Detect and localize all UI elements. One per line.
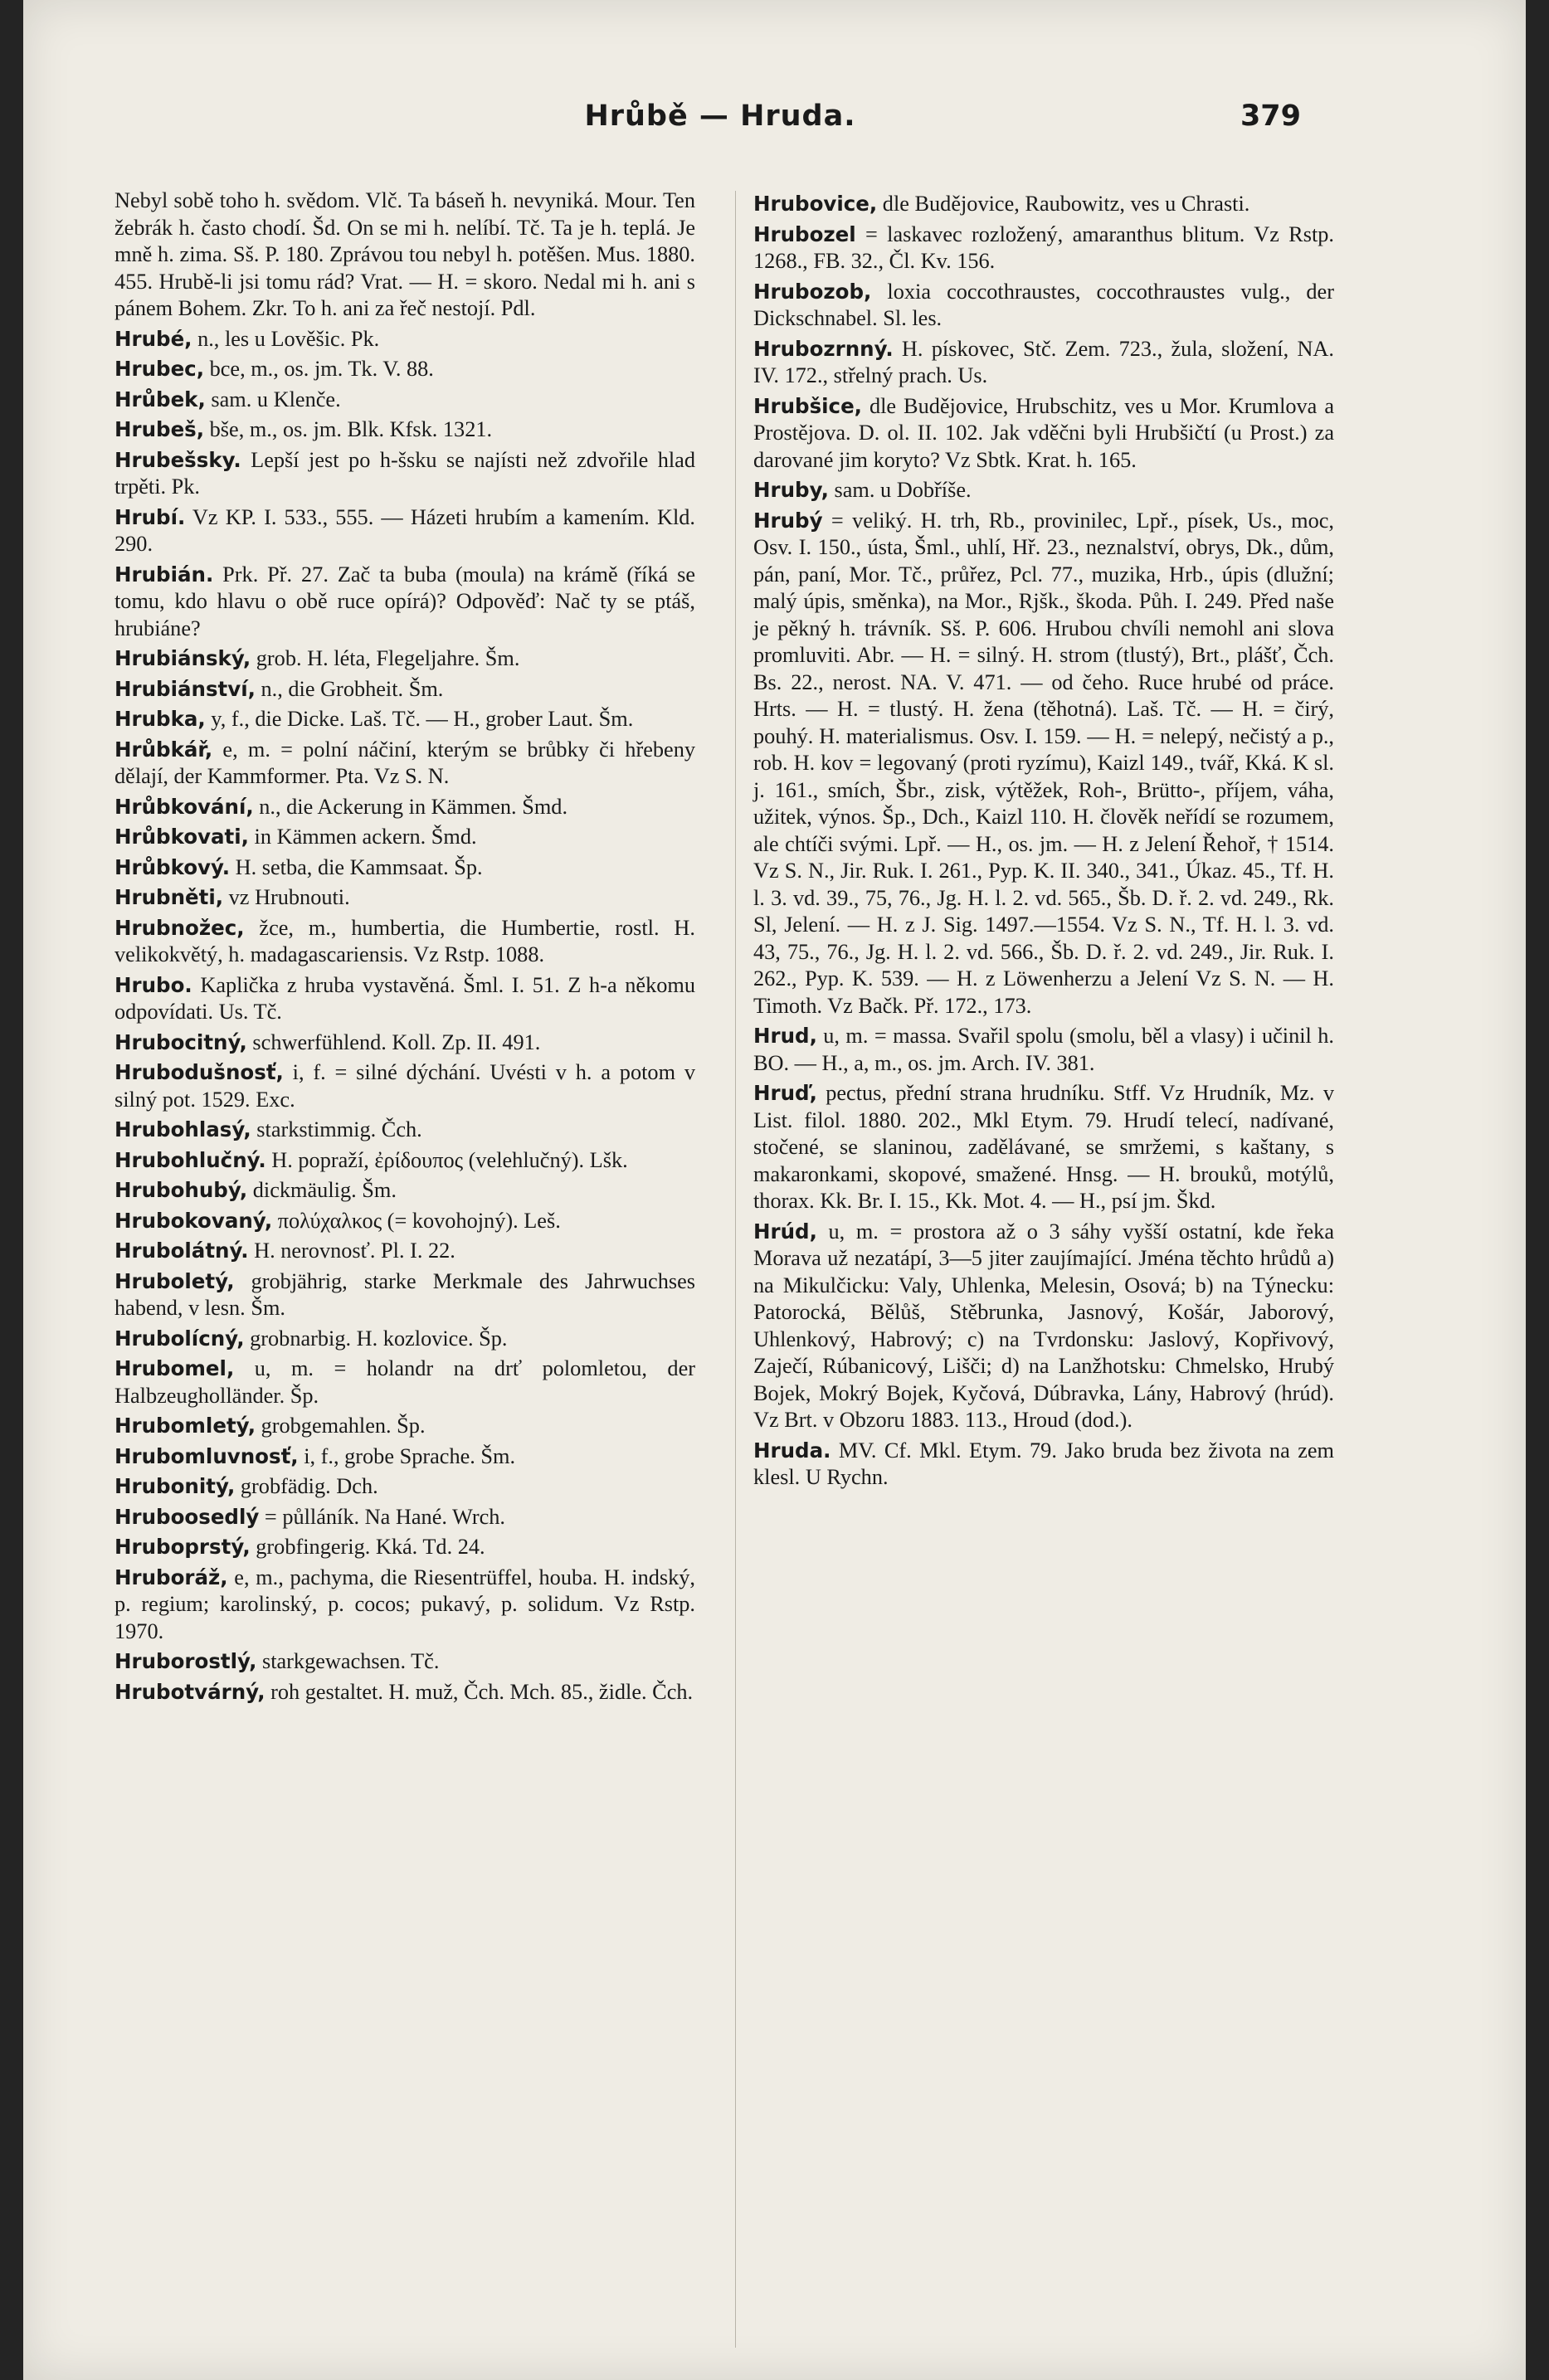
dictionary-entry: [114, 187, 695, 323]
entry-definition: e, m. = polní náčiní, kterým se brůbky či hřebeny dělají, der Kammformer. Pta. Vz S. N.: [114, 737, 695, 788]
dictionary-entry: [114, 706, 695, 733]
entry-definition: u, m. = prostora až o 3 sáhy vyšší ostatní, kde řeka Morava už nezatápí, 3—5 jiter zaujímající. Jména těchto hrůdů a) na Mikulčicku: Valy, Uhlenka, Melesin, Osová; b) na Týnecku: Patorocká, Bělůš, Stěbrunka, Jasnový, Košár, Jaborový, Uhlenkový, Habrový; c) na Tvrdonsku: Jaslový, Kopřivový, Zaječí, Rúbanicový, Lišči; d) na Lanžhotsku: Chmelsko, Hrubý Bojek, Mokrý Bojek, Kyčová, Dúbravka, Lány, Habrový (hrúd). Vz Brt. v Obzoru 1883. 113., Hroud (dod.).: [753, 1219, 1334, 1432]
entry-headword: Hrubonitý,: [114, 1474, 236, 1498]
entry-headword: Hrubozrnný.: [753, 336, 894, 361]
entry-headword: Hruboletý,: [114, 1268, 235, 1293]
entry-headword: Hrubnožec,: [114, 915, 245, 940]
dictionary-entry: [114, 1177, 695, 1205]
dictionary-entry: [753, 1219, 1334, 1434]
entry-headword: Hrůbkář,: [114, 737, 213, 762]
dictionary-entry: [114, 1504, 695, 1531]
dictionary-entry: [114, 1059, 695, 1113]
entry-definition: H. popraží, ἐρίδουπος (velehlučný). Lšk.: [265, 1147, 628, 1172]
entry-headword: Hrubiánský,: [114, 646, 251, 670]
dictionary-page: [23, 0, 1526, 2380]
entry-definition: Nebyl sobě toho h. svědom. Vlč. Ta báseň h. nevyniká. Mour. Ten žebrák h. často chodí. Šd. On se mi h. nelíbí. Tč. Ta je h. teplá. Je mně h. zima. Sš. P. 180. Zprávou tou nebyl h. potěšen. Mus. 1880. 455. Hrubě-li jsi tomu rád? Vrat. — H. = skoro. Nedal mi h. ani s pánem Bohem. Zkr. To h. ani za řeč nestojí. Pdl.: [114, 188, 695, 320]
dictionary-entry: [753, 336, 1334, 390]
dictionary-entry: [114, 737, 695, 791]
dictionary-entry: [753, 393, 1334, 475]
entry-definition: Lepší jest po h-šsku se najísti než zdvořile hlad trpěti. Pk.: [114, 447, 695, 499]
entry-definition: H. setba, die Kammsaat. Šp.: [230, 854, 483, 879]
entry-definition: n., les u Lověšic. Pk.: [192, 326, 380, 351]
dictionary-entry: [114, 1679, 695, 1706]
entry-definition: = laskavec rozložený, amaranthus blitum. Vz Rstp. 1268., FB. 32., Čl. Kv. 156.: [753, 221, 1334, 273]
entry-definition: in Kämmen ackern. Šmd.: [248, 825, 477, 849]
entry-definition: roh gestaltet. H. muž, Čch. Mch. 85., židle. Čch.: [265, 1679, 694, 1704]
dictionary-entry: [114, 562, 695, 643]
entry-headword: Hrůbkování,: [114, 794, 254, 819]
dictionary-entry: [753, 1080, 1334, 1215]
dictionary-entry: [114, 794, 695, 821]
entry-headword: Hrubohubý,: [114, 1178, 248, 1202]
entry-definition: i, f., grobe Sprache. Šm.: [298, 1443, 516, 1468]
entry-headword: Hrubešsky.: [114, 447, 241, 472]
entry-definition: Prk. Př. 27. Zač ta buba (moula) na krámě (říká se tomu, kdo hlavu o obě ruce opírá)? Odpověď: Nač ty se ptáš, hrubiáne?: [114, 562, 695, 640]
entry-headword: Hrubněti,: [114, 885, 224, 909]
dictionary-entry: [114, 1648, 695, 1676]
entry-definition: vz Hrubnouti.: [223, 885, 350, 909]
entry-definition: πολύχαλκος (= kovohojný). Leš.: [272, 1208, 561, 1233]
entry-headword: Hrubovice,: [753, 192, 878, 216]
dictionary-entry: [114, 676, 695, 703]
dictionary-entry: [114, 1473, 695, 1501]
entry-headword: Hrubozel: [753, 221, 856, 246]
entry-definition: dle Budějovice, Raubowitz, ves u Chrasti.: [877, 192, 1250, 216]
entry-headword: Hrůbek,: [114, 387, 206, 411]
dictionary-entry: [114, 884, 695, 912]
entry-definition: grob. H. léta, Flegeljahre. Šm.: [251, 646, 520, 670]
entry-headword: Hruby,: [753, 478, 829, 502]
entry-headword: Hruda.: [753, 1438, 831, 1463]
entry-headword: Hrubec,: [114, 357, 205, 381]
entry-headword: Hrubodušnosť,: [114, 1060, 284, 1084]
entry-definition: dickmäulig. Šm.: [247, 1178, 397, 1202]
entry-definition: grobgemahlen. Šp.: [256, 1414, 426, 1438]
dictionary-entry: [114, 1268, 695, 1322]
entry-headword: Hrubka,: [114, 707, 206, 731]
entry-definition: žce, m., humbertia, die Humbertie, rostl. H. velikokvětý, h. madagascariensis. Vz Rstp. 1088.: [114, 915, 695, 966]
entry-definition: grobfingerig. Kká. Td. 24.: [250, 1535, 485, 1559]
dictionary-entry: [114, 1147, 695, 1175]
page-header: [139, 100, 1301, 149]
entry-headword: Hrubohlučný.: [114, 1147, 266, 1172]
entry-headword: Hrubolícný,: [114, 1326, 245, 1351]
entry-definition: schwerfühlend. Koll. Zp. II. 491.: [246, 1029, 541, 1054]
dictionary-entry: [753, 508, 1334, 1020]
dictionary-entry: [753, 221, 1334, 275]
entry-headword: Hrúd,: [753, 1219, 817, 1244]
entry-headword: Hrubolátný.: [114, 1239, 249, 1263]
dictionary-entry: [114, 1355, 695, 1409]
dictionary-entry: [114, 1208, 695, 1235]
entry-definition: starkgewachsen. Tč.: [256, 1649, 440, 1673]
entry-headword: Hrubián.: [114, 562, 214, 586]
dictionary-entry: [114, 1413, 695, 1440]
dictionary-entry: [114, 915, 695, 969]
entry-definition: = půlláník. Na Hané. Wrch.: [259, 1504, 505, 1529]
entry-definition: bce, m., os. jm. Tk. V. 88.: [204, 357, 434, 381]
entry-definition: sam. u Klenče.: [205, 387, 341, 411]
entry-definition: grobfädig. Dch.: [235, 1474, 378, 1498]
entry-headword: Hrůbkovati,: [114, 825, 249, 849]
entry-definition: n., die Grobheit. Šm.: [255, 676, 444, 701]
entry-headword: Hrubomluvnosť,: [114, 1443, 299, 1468]
entry-definition: u, m. = holandr na drť polomletou, der Halbzeugholländer. Šp.: [114, 1356, 695, 1408]
entry-headword: Hrubozob,: [753, 279, 872, 304]
entry-headword: Hrůbkový.: [114, 854, 231, 879]
entry-definition: grobnarbig. H. kozlovice. Šp.: [244, 1326, 508, 1351]
entry-definition: n., die Ackerung in Kämmen. Šmd.: [253, 794, 568, 819]
entry-definition: e, m., pachyma, die Riesentrüffel, houba. H. indský, p. regium; karolinský, p. cocos; pukavý, p. solidum. Vz Rstp. 1970.: [114, 1565, 695, 1643]
entry-definition: y, f., die Dicke. Laš. Tč. — H., grober Laut. Šm.: [205, 707, 634, 731]
entry-headword: Hruď,: [753, 1081, 817, 1105]
page-number: 379: [1240, 100, 1301, 133]
entry-headword: Hrubí.: [114, 504, 186, 529]
entry-headword: Hrubocitný,: [114, 1029, 247, 1054]
entry-definition: grobjährig, starke Merkmale des Jahrwuchses habend, v lesn. Šm.: [114, 1268, 695, 1320]
entry-definition: pectus, přední strana hrudníku. Stff. Vz Hrudník, Mz. v List. filol. 1880. 202., Mkl Etym. 79. Hrudí telecí, nadívané, stočené, se slaninou, zadělávané, se smržemi, s kaštany, s makaronkami, skopové, smažené. Hnsg. — H. brouků, motýlů, thorax. Kk. Br. I. 15., Kk. Mot. 4. — H., psí jm. Škd.: [753, 1081, 1334, 1213]
dictionary-entry: [114, 1029, 695, 1057]
entry-headword: Hrubiánství,: [114, 676, 256, 701]
entry-definition: i, f. = silné dýchání. Uvésti v h. a potom v silný pot. 1529. Exc.: [114, 1060, 695, 1112]
entry-headword: Hrubšice,: [753, 393, 862, 418]
dictionary-entry: [114, 387, 695, 414]
dictionary-entry: [114, 972, 695, 1026]
entry-definition: H. nerovnosť. Pl. I. 22.: [248, 1239, 455, 1263]
dictionary-entry: [114, 1238, 695, 1265]
dictionary-entry: [114, 645, 695, 673]
entry-definition: sam. u Dobříše.: [828, 478, 972, 502]
entry-definition: loxia coccothraustes, coccothraustes vulg., der Dickschnabel. Sl. les.: [753, 279, 1334, 330]
entry-definition: H. pískovec, Stč. Zem. 723., žula, složení, NA. IV. 172., střelný prach. Us.: [753, 336, 1334, 387]
dictionary-entry: [114, 854, 695, 882]
running-head: Hrůbě — Hruda.: [584, 100, 856, 133]
entry-headword: Hrubé,: [114, 326, 192, 351]
entry-headword: Hrubeš,: [114, 417, 205, 441]
entry-headword: Hrubotvárný,: [114, 1679, 265, 1704]
dictionary-entry: [114, 1443, 695, 1471]
entry-headword: Hruboprstý,: [114, 1535, 251, 1559]
dictionary-entry: [114, 1565, 695, 1646]
dictionary-entry: [114, 1117, 695, 1144]
entry-headword: Hrubohlasý,: [114, 1117, 251, 1141]
entry-definition: bše, m., os. jm. Blk. Kfsk. 1321.: [204, 417, 493, 441]
entry-definition: = veliký. H. trh, Rb., provinilec, Lpř., písek, Us., moc, Osv. I. 150., ústa, Šml., uhlí, Hř. 23., neznalství, obrys, Dk., dům, pán, paní, Mor. Tč., průřez, Pcl. 77., muzika, Hrb., úpis (dlužní; malý úpis, směnka), na Mor., Rjšk., škoda. Půh. I. 249. Před naše je pěkný h. trávník. Sš. P. 606. Hrubou chvíli nemohl ani slova promluviti. Abr. — H. = silný. H. strom (tlustý), Brt., plášť, Čch. Bs. 22., nerost. NA. V. 471. — od čeho. Ruce hrubé od práce. Hrts. — H. = tlustý. H. žena (těhotná). Laš. Tč. — H. = čirý, pouhý. H. materialismus. Osv. I. 159. — H. = nelepý, nečistý a p., rob. H. kov = legovaný (proti ryzímu), Kaizl 149., tvář, Kká. K sl. j. 161., smích, Šbr., zisk, výtěžek, Roh-, Brütto-, příjem, váha, užitek, výnos. Šp., Dch., Kaizl 110. H. člověk neřídí se rozumem, ale chtíči svými. Lpř. — H., os. jm. — H. z Jelení Řehoř, † 1514. Vz S. N., Jir. Ruk. I. 261., Pyp. K. II. 340., 341., Úkaz. 45., Tf. H. l. 3. vd. 39., 75, 76., Jg. H. l. 2. vd. 565., Šb. D. ř. 2. vd. 249., Rk. Sl, Jelení. — H. z J. Sig. 1497.—1554. Vz S. N., Tf. H. l. 3. vd. 43, 75., 76., Jg. H. l. 2. vd. 566., Šb. D. ř. 2. vd. 249., Jir. Ruk. I. 262., Pyp. K. 539. — H. z Löwenherzu a Jelení Vz S. N. — H. Timoth. Vz Bačk. Př. 172., 173.: [753, 508, 1334, 1018]
entry-definition: u, m. = massa. Svařil spolu (smolu, běl a vlasy) i učinil h. BO. — H., a, m., os. jm. Arch. IV. 381.: [753, 1024, 1334, 1075]
left-column: [114, 187, 695, 1706]
entry-definition: dle Budějovice, Hrubschitz, ves u Mor. Krumlova a Prostějova. D. ol. II. 102. Jak vděčni byli Hrubšičtí (u Prost.) za darované jim koryto? Vz Sbtk. Krat. h. 165.: [753, 393, 1334, 472]
dictionary-entry: [114, 416, 695, 444]
entry-headword: Hrubo.: [114, 972, 192, 997]
dictionary-entry: [114, 356, 695, 383]
dictionary-entry: [114, 1326, 695, 1353]
entry-headword: Hrubokovaný,: [114, 1208, 273, 1233]
entry-headword: Hruboráž,: [114, 1565, 228, 1589]
entry-headword: Hruboosedlý: [114, 1504, 260, 1529]
entry-headword: Hruborostlý,: [114, 1649, 257, 1673]
dictionary-entry: [753, 1023, 1334, 1077]
dictionary-entry: [753, 279, 1334, 333]
dictionary-entry: [114, 326, 695, 353]
entry-headword: Hrud,: [753, 1024, 817, 1048]
entry-headword: Hrubomel,: [114, 1356, 235, 1380]
entry-headword: Hrubý: [753, 508, 823, 533]
dictionary-entry: [753, 191, 1334, 218]
dictionary-entry: [753, 477, 1334, 504]
entry-definition: Kaplička z hruba vystavěná. Šml. I. 51. Z h-a někomu odpovídati. Us. Tč.: [114, 972, 695, 1024]
entry-headword: Hrubomletý,: [114, 1414, 256, 1438]
entry-definition: starkstimmig. Čch.: [251, 1117, 422, 1141]
dictionary-entry: [114, 447, 695, 501]
dictionary-entry: [753, 1438, 1334, 1492]
dictionary-entry: [114, 504, 695, 558]
column-divider: [735, 191, 736, 2348]
dictionary-entry: [114, 1534, 695, 1561]
dictionary-entry: [114, 824, 695, 851]
entry-definition: Vz KP. I. 533., 555. — Házeti hrubím a kamením. Kld. 290.: [114, 504, 695, 556]
right-column: [753, 187, 1334, 1492]
entry-definition: MV. Cf. Mkl. Etym. 79. Jako bruda bez života na zem klesl. U Rychn.: [753, 1438, 1334, 1489]
